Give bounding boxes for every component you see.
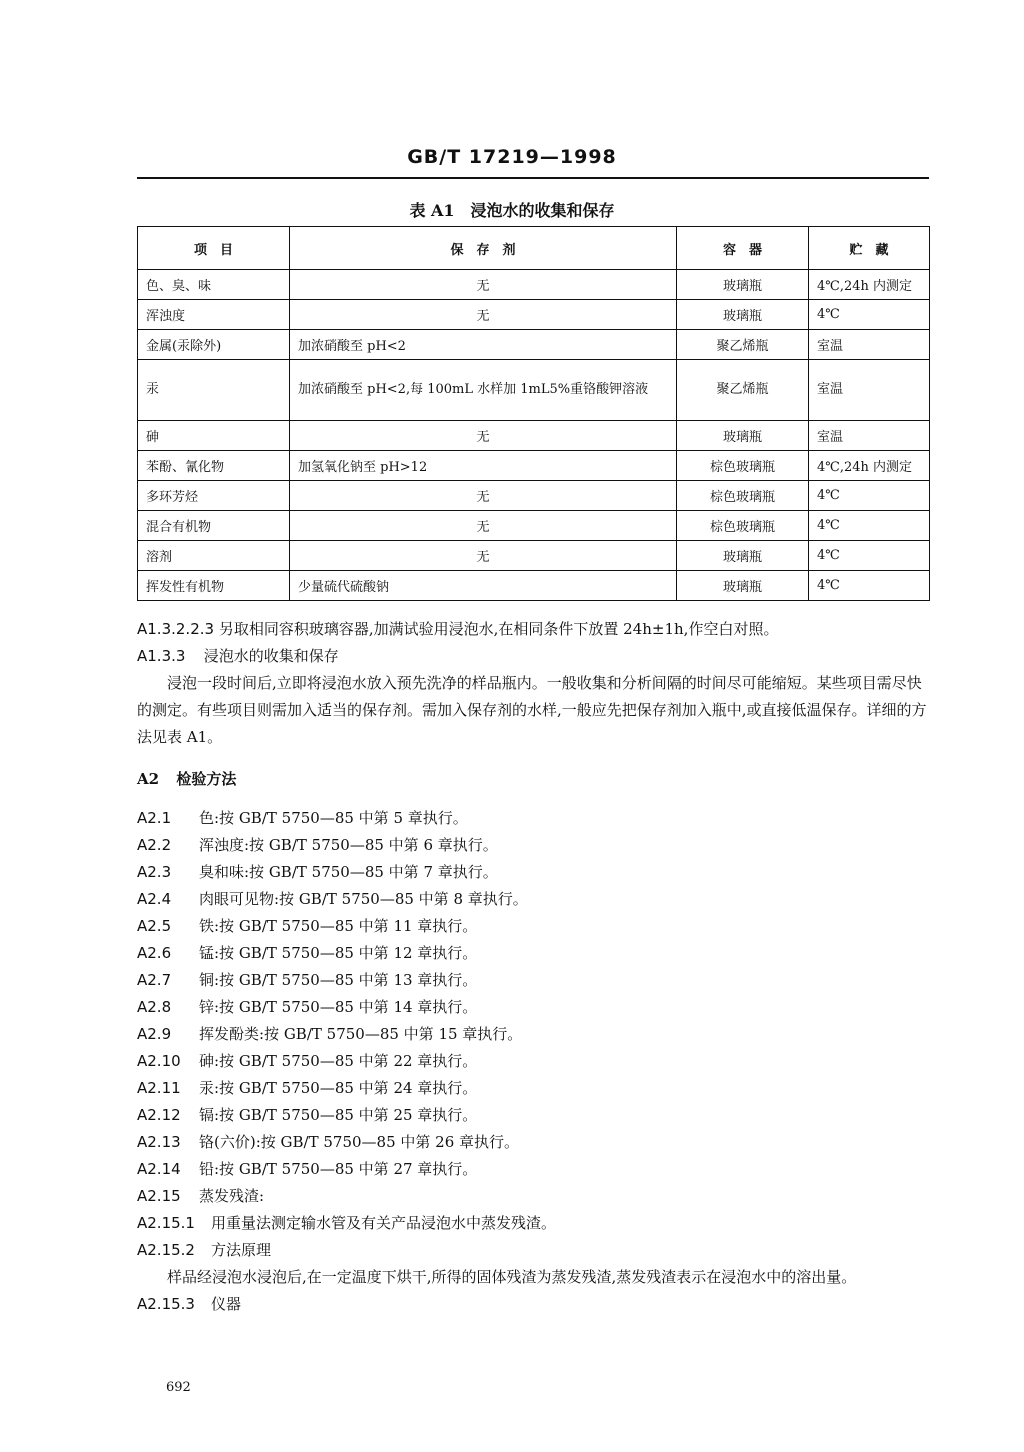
list-item: [137, 886, 929, 913]
cell-item: 汞: [138, 360, 290, 421]
cell-storage: 室温: [809, 360, 930, 421]
clause-title: 浸泡水的收集和保存: [203, 647, 339, 665]
clause-text: 肉眼可见物:按 GB/T 5750—85 中第 8 章执行。: [199, 890, 528, 908]
a2-clause-list: [137, 805, 929, 1318]
section-title: 检验方法: [176, 770, 237, 788]
list-item: [137, 1129, 929, 1156]
list-item: [137, 940, 929, 967]
section-a2: [137, 766, 929, 793]
cell-preservative: 无: [290, 300, 677, 330]
cell-preservative: 加氢氧化钠至 pH>12: [290, 451, 677, 481]
clause-number: A2.6: [137, 944, 172, 962]
clause-number: A2.5: [137, 917, 172, 935]
clause-text: 仪器: [211, 1295, 242, 1313]
table-header-row: [138, 227, 930, 270]
table-row: [138, 330, 930, 360]
clause-text: 挥发酚类:按 GB/T 5750—85 中第 15 章执行。: [199, 1025, 523, 1043]
clause-text: 蒸发残渣:: [199, 1187, 265, 1205]
list-item: [137, 1102, 929, 1129]
list-item: [137, 1048, 929, 1075]
clause-text: 铜:按 GB/T 5750—85 中第 13 章执行。: [199, 971, 478, 989]
list-item: [137, 859, 929, 886]
cell-container: 玻璃瓶: [677, 571, 809, 601]
clause-text: 铬(六价):按 GB/T 5750—85 中第 26 章执行。: [199, 1133, 520, 1151]
cell-item: 浑浊度: [138, 300, 290, 330]
cell-item: 挥发性有机物: [138, 571, 290, 601]
list-item: [137, 1156, 929, 1183]
clause-number: A2.13: [137, 1133, 181, 1151]
cell-item: 苯酚、氰化物: [138, 451, 290, 481]
list-item: [137, 994, 929, 1021]
clause-text: 锌:按 GB/T 5750—85 中第 14 章执行。: [199, 998, 478, 1016]
cell-item: 金属(汞除外): [138, 330, 290, 360]
clause-number: A2.15.2: [137, 1241, 195, 1259]
cell-preservative: 无: [290, 270, 677, 300]
table-title: 表 A1 浸泡水的收集和保存: [409, 201, 615, 220]
cell-container: 棕色玻璃瓶: [677, 511, 809, 541]
clause-number: A2.12: [137, 1106, 181, 1124]
cell-container: 玻璃瓶: [677, 300, 809, 330]
section-heading-a2: [137, 766, 929, 793]
clause-number: A2.9: [137, 1025, 172, 1043]
cell-item: 多环芳烃: [138, 481, 290, 511]
cell-preservative: 无: [290, 421, 677, 451]
table-row: [138, 541, 930, 571]
clause-number: A2.14: [137, 1160, 181, 1178]
clause-a1-3-3-paragraph: 浸泡一段时间后,立即将浸泡水放入预先洗净的样品瓶内。一般收集和分析间隔的时间尽可能缩短。某些项目需尽快的测定。有些项目则需加入适当的保存剂。需加入保存剂的水样,一般应先把保存剂加入瓶中,或直接低温保存。详细的方法见表 A1。: [137, 674, 927, 746]
clause-number: A2.3: [137, 863, 172, 881]
table-row: [138, 451, 930, 481]
cell-preservative: 无: [290, 541, 677, 571]
clause-text: 用重量法测定输水管及有关产品浸泡水中蒸发残渣。: [211, 1214, 557, 1232]
clause-number: A2.7: [137, 971, 172, 989]
clause-text: 镉:按 GB/T 5750—85 中第 25 章执行。: [199, 1106, 478, 1124]
cell-item: 色、臭、味: [138, 270, 290, 300]
cell-container: 玻璃瓶: [677, 541, 809, 571]
section-number: A2: [137, 770, 160, 788]
cell-container: 玻璃瓶: [677, 270, 809, 300]
cell-storage: 4℃: [809, 481, 930, 511]
clause-text: 方法原理: [211, 1241, 272, 1259]
cell-container: 棕色玻璃瓶: [677, 481, 809, 511]
list-item: [137, 832, 929, 859]
cell-container: 玻璃瓶: [677, 421, 809, 451]
list-item: [137, 1237, 929, 1264]
list-item: [137, 1210, 929, 1237]
cell-preservative: 无: [290, 511, 677, 541]
clause-text: 臭和味:按 GB/T 5750—85 中第 7 章执行。: [199, 863, 498, 881]
clause-number: A2.11: [137, 1079, 181, 1097]
clause-text: 汞:按 GB/T 5750—85 中第 24 章执行。: [199, 1079, 478, 1097]
storage-table: [137, 226, 930, 601]
cell-preservative: 无: [290, 481, 677, 511]
cell-storage: 4℃,24h 内测定: [809, 270, 930, 300]
list-item: [137, 913, 929, 940]
clause-text: 浑浊度:按 GB/T 5750—85 中第 6 章执行。: [199, 836, 498, 854]
clause-number: A2.2: [137, 836, 172, 854]
list-item: [137, 967, 929, 994]
table-row: [138, 360, 930, 421]
list-item: [137, 1075, 929, 1102]
clause-text: 色:按 GB/T 5750—85 中第 5 章执行。: [199, 809, 468, 827]
clause-text: 另取相同容积玻璃容器,加满试验用浸泡水,在相同条件下放置 24h±1h,作空白对照。: [218, 620, 779, 638]
clause-text: 铁:按 GB/T 5750—85 中第 11 章执行。: [199, 917, 478, 935]
cell-storage: 4℃: [809, 300, 930, 330]
header-rule: [137, 177, 929, 179]
section-a1: [137, 616, 929, 751]
table-row: [138, 270, 930, 300]
col-header-container: 容 器: [677, 227, 809, 270]
clause-a2-15-2-paragraph: 样品经浸泡水浸泡后,在一定温度下烘干,所得的固体残渣为蒸发残渣,蒸发残渣表示在浸泡水中的溶出量。: [167, 1268, 857, 1286]
clause-number: A2.4: [137, 890, 172, 908]
table-row: [138, 421, 930, 451]
clause-text: 砷:按 GB/T 5750—85 中第 22 章执行。: [199, 1052, 478, 1070]
cell-item: 溶剂: [138, 541, 290, 571]
cell-storage: 4℃,24h 内测定: [809, 451, 930, 481]
clause-number: A1.3.3: [137, 647, 186, 665]
clause-number: A2.15.1: [137, 1214, 195, 1232]
clause-text: 铅:按 GB/T 5750—85 中第 27 章执行。: [199, 1160, 478, 1178]
col-header-preservative: 保 存 剂: [290, 227, 677, 270]
table-row: [138, 481, 930, 511]
list-item: [137, 805, 929, 832]
cell-storage: 4℃: [809, 571, 930, 601]
clause-number: A2.8: [137, 998, 172, 1016]
cell-container: 聚乙烯瓶: [677, 330, 809, 360]
clause-a1-3-3: [137, 643, 929, 670]
cell-storage: 4℃: [809, 541, 930, 571]
clause-number: A1.3.2.2.3: [137, 620, 215, 638]
cell-storage: 室温: [809, 330, 930, 360]
list-item: [137, 1291, 929, 1318]
table-row: [138, 300, 930, 330]
list-item: [137, 1183, 929, 1210]
table-row: [138, 511, 930, 541]
clause-a1-3-2-2-3: [137, 616, 929, 643]
cell-storage: 4℃: [809, 511, 930, 541]
clause-number: A2.15: [137, 1187, 181, 1205]
cell-container: 聚乙烯瓶: [677, 360, 809, 421]
col-header-storage: 贮 藏: [809, 227, 930, 270]
list-item: [137, 1021, 929, 1048]
page-number: 692: [166, 1380, 191, 1395]
cell-container: 棕色玻璃瓶: [677, 451, 809, 481]
clause-text: 锰:按 GB/T 5750—85 中第 12 章执行。: [199, 944, 478, 962]
standard-header: GB/T 17219—1998: [407, 146, 617, 168]
cell-preservative: 少量硫代硫酸钠: [290, 571, 677, 601]
cell-item: 混合有机物: [138, 511, 290, 541]
cell-preservative: 加浓硝酸至 pH<2,每 100mL 水样加 1mL5%重铬酸钾溶液: [290, 360, 677, 421]
clause-number: A2.15.3: [137, 1295, 195, 1313]
clause-number: A2.10: [137, 1052, 181, 1070]
table-row: [138, 571, 930, 601]
cell-preservative: 加浓硝酸至 pH<2: [290, 330, 677, 360]
col-header-item: 项 目: [138, 227, 290, 270]
cell-item: 砷: [138, 421, 290, 451]
cell-storage: 室温: [809, 421, 930, 451]
clause-number: A2.1: [137, 809, 172, 827]
